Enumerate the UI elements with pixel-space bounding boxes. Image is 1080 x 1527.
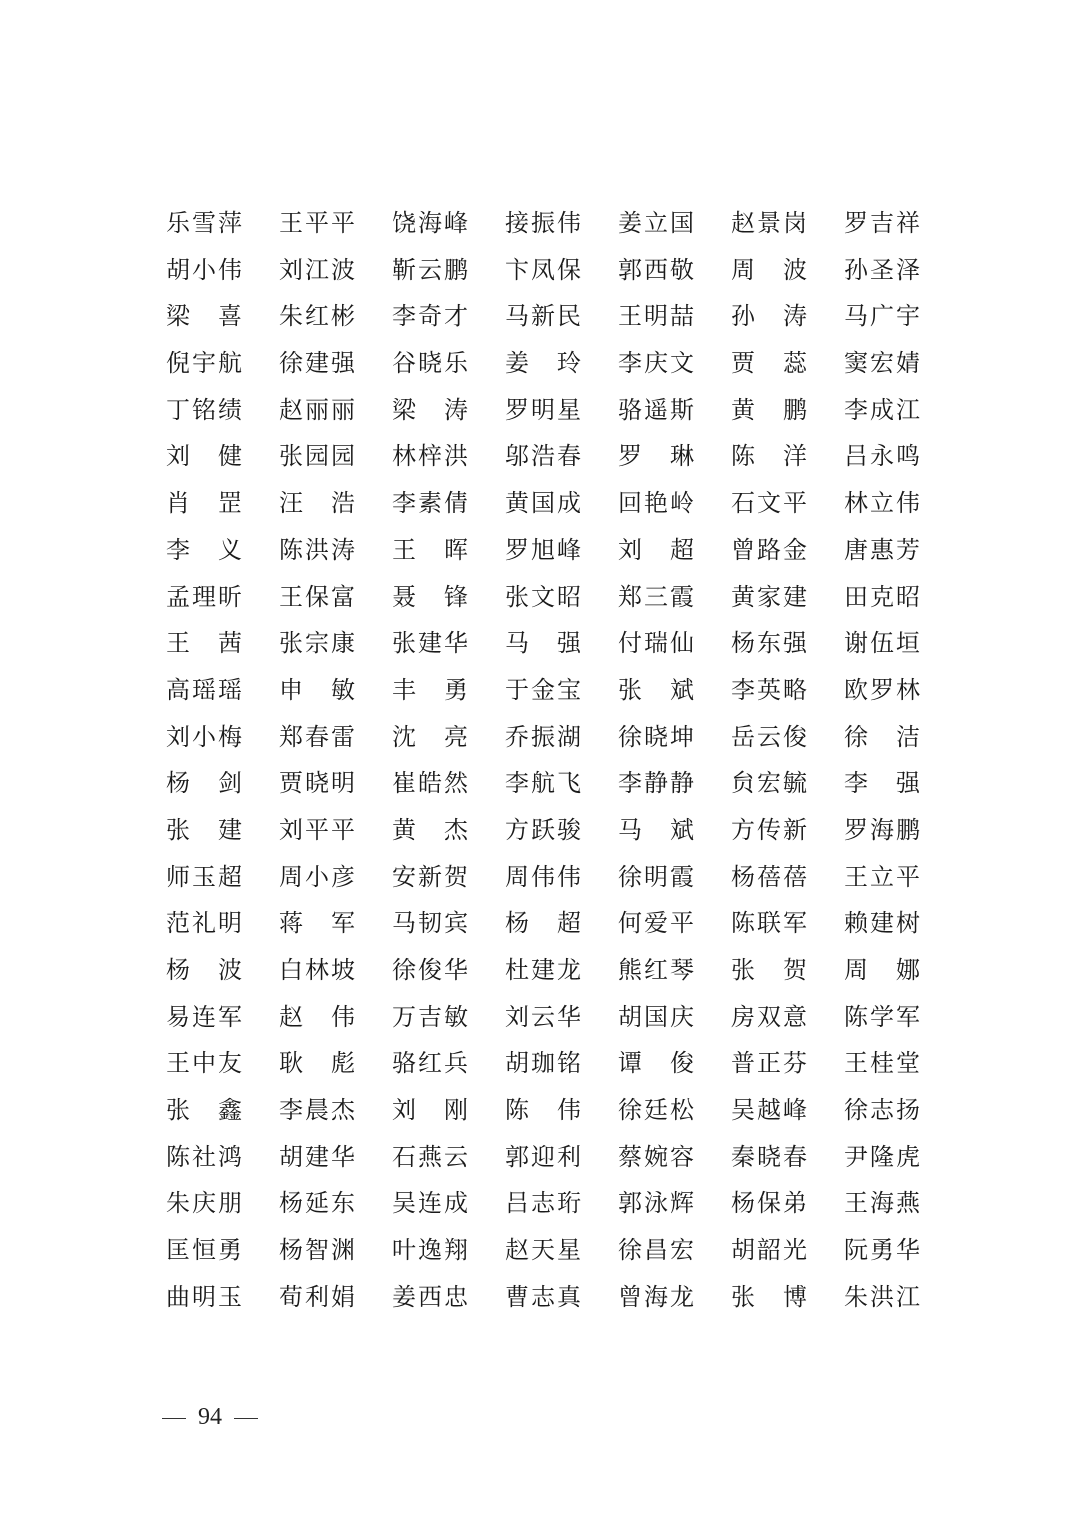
- name-entry: 李 强: [844, 769, 920, 798]
- name-entry: 王 茜: [166, 629, 242, 658]
- name-entry: 罗旭峰: [505, 535, 581, 564]
- name-entry: 罗吉祥: [844, 209, 920, 237]
- name-entry: 刘小梅: [166, 722, 242, 751]
- name-entry: 陈 洋: [731, 442, 807, 471]
- dash-left: [162, 1418, 186, 1419]
- name-row: [165, 433, 935, 480]
- name-entry: 于金宝: [505, 675, 581, 704]
- name-entry: 陈学军: [844, 1002, 920, 1031]
- name-entry: 徐晓坤: [618, 722, 694, 751]
- name-entry: 杨 超: [505, 909, 581, 938]
- name-entry: 郑春雷: [279, 722, 355, 751]
- name-entry: 沈 亮: [392, 722, 468, 751]
- name-entry: 杜建龙: [505, 956, 581, 984]
- name-entry: 安新贺: [392, 862, 468, 891]
- name-entry: 何爱平: [618, 909, 694, 938]
- name-entry: 吕志珩: [505, 1189, 581, 1218]
- name-entry: 姜西忠: [392, 1282, 468, 1311]
- name-entry: 方传新: [731, 815, 807, 844]
- name-entry: 林立伟: [844, 489, 920, 518]
- name-entry: 胡珈铭: [505, 1049, 581, 1078]
- name-row: [165, 1040, 935, 1087]
- name-entry: 刘 刚: [392, 1096, 468, 1125]
- name-entry: 黄国成: [505, 489, 581, 518]
- name-entry: 田克昭: [844, 582, 920, 611]
- name-row: [165, 900, 935, 947]
- name-entry: 李 义: [166, 535, 242, 564]
- name-entry: 周 娜: [844, 956, 920, 984]
- name-entry: 贾晓明: [279, 769, 355, 798]
- name-entry: 胡小伟: [166, 255, 242, 284]
- name-entry: 林梓洪: [392, 442, 468, 471]
- name-entry: 王立平: [844, 862, 920, 891]
- name-row: [165, 620, 935, 667]
- name-entry: 徐明霞: [618, 862, 694, 891]
- name-row: [165, 340, 935, 387]
- name-entry: 蔡婉容: [618, 1142, 694, 1171]
- name-entry: 赵景岗: [731, 209, 807, 237]
- name-entry: 房双意: [731, 1002, 807, 1031]
- name-entry: 徐廷松: [618, 1096, 694, 1125]
- name-entry: 王中友: [166, 1049, 242, 1078]
- name-entry: 方跃骏: [505, 815, 581, 844]
- name-entry: 杨 波: [166, 956, 242, 984]
- name-entry: 阮勇华: [844, 1236, 920, 1265]
- name-row: [165, 1180, 935, 1227]
- name-entry: 李奇才: [392, 302, 468, 331]
- name-entry: 刘 健: [166, 442, 242, 471]
- name-entry: 张园园: [279, 442, 355, 471]
- name-entry: 周小彦: [279, 862, 355, 891]
- name-entry: 马 强: [505, 629, 581, 658]
- name-entry: 张文昭: [505, 582, 581, 611]
- name-entry: 王保富: [279, 582, 355, 611]
- name-row: [165, 854, 935, 901]
- name-entry: 梁 涛: [392, 395, 468, 424]
- name-entry: 曹志真: [505, 1282, 581, 1311]
- name-entry: 张 贺: [731, 956, 807, 984]
- name-entry: 杨延东: [279, 1189, 355, 1218]
- name-entry: 荀利娟: [279, 1282, 355, 1311]
- page-number: 94: [198, 1404, 222, 1430]
- name-entry: 陈社鸿: [166, 1142, 242, 1171]
- name-entry: 姜 玲: [505, 349, 581, 378]
- name-entry: 朱庆朋: [166, 1189, 242, 1218]
- dash-right: [234, 1418, 258, 1419]
- name-entry: 吴连成: [392, 1189, 468, 1218]
- name-entry: 靳云鹏: [392, 255, 468, 284]
- name-entry: 普正芬: [731, 1049, 807, 1078]
- name-entry: 卞凤保: [505, 255, 581, 284]
- name-entry: 谭 俊: [618, 1049, 694, 1078]
- name-entry: 徐 洁: [844, 722, 920, 751]
- name-entry: 陈联军: [731, 909, 807, 938]
- name-entry: 师玉超: [166, 862, 242, 891]
- name-row: [165, 714, 935, 761]
- name-entry: 李素倩: [392, 489, 468, 518]
- name-entry: 张宗康: [279, 629, 355, 658]
- name-entry: 耿 彪: [279, 1049, 355, 1078]
- name-entry: 匡恒勇: [166, 1236, 242, 1265]
- name-entry: 杨蓓蓓: [731, 862, 807, 891]
- name-entry: 万吉敏: [392, 1002, 468, 1031]
- name-entry: 赵天星: [505, 1236, 581, 1265]
- name-entry: 陈 伟: [505, 1096, 581, 1125]
- name-entry: 马 斌: [618, 815, 694, 844]
- name-entry: 赖建树: [844, 909, 920, 938]
- name-row: [165, 387, 935, 434]
- name-entry: 王明喆: [618, 302, 694, 331]
- name-row: [165, 1134, 935, 1181]
- name-entry: 周 波: [731, 255, 807, 284]
- name-entry: 聂 锋: [392, 582, 468, 611]
- name-entry: 骆红兵: [392, 1049, 468, 1078]
- name-entry: 李庆文: [618, 349, 694, 378]
- name-entry: 罗明星: [505, 395, 581, 424]
- name-entry: 刘 超: [618, 535, 694, 564]
- name-entry: 曾路金: [731, 535, 807, 564]
- name-entry: 郭迎利: [505, 1142, 581, 1171]
- name-entry: 黄 鹏: [731, 395, 807, 424]
- name-entry: 杨保弟: [731, 1189, 807, 1218]
- name-entry: 高瑶瑶: [166, 675, 242, 704]
- name-entry: 马新民: [505, 302, 581, 331]
- name-entry: 马韧宾: [392, 909, 468, 938]
- name-entry: 周伟伟: [505, 862, 581, 891]
- name-entry: 赵丽丽: [279, 395, 355, 424]
- name-entry: 孙 涛: [731, 302, 807, 331]
- name-entry: 窦宏婧: [844, 349, 920, 378]
- name-entry: 刘江波: [279, 255, 355, 284]
- name-entry: 肖 罡: [166, 489, 242, 518]
- name-entry: 杨东强: [731, 629, 807, 658]
- name-entry: 罗 琳: [618, 442, 694, 471]
- name-entry: 曾海龙: [618, 1282, 694, 1311]
- name-entry: 张 博: [731, 1282, 807, 1311]
- name-entry: 王桂堂: [844, 1049, 920, 1078]
- name-entry: 胡国庆: [618, 1002, 694, 1031]
- name-entry: 谢伍垣: [844, 629, 920, 658]
- page-footer: [150, 1404, 270, 1431]
- name-row: [165, 480, 935, 527]
- name-entry: 李晨杰: [279, 1096, 355, 1125]
- name-entry: 曲明玉: [166, 1282, 242, 1311]
- name-row: [165, 1227, 935, 1274]
- name-entry: 贠宏毓: [731, 769, 807, 798]
- name-list-grid: [165, 200, 935, 1321]
- name-entry: 倪宇航: [166, 349, 242, 378]
- name-entry: 丁铭绩: [166, 395, 242, 424]
- name-entry: 乔振湖: [505, 722, 581, 751]
- name-entry: 贾 蕊: [731, 349, 807, 378]
- name-entry: 李英略: [731, 675, 807, 704]
- name-entry: 蒋 军: [279, 909, 355, 938]
- name-entry: 回艳岭: [618, 489, 694, 518]
- name-entry: 杨智渊: [279, 1236, 355, 1265]
- name-row: [165, 293, 935, 340]
- name-entry: 欧罗林: [844, 675, 920, 704]
- name-entry: 陈洪涛: [279, 535, 355, 564]
- name-entry: 马广宇: [844, 302, 920, 331]
- name-entry: 赵 伟: [279, 1002, 355, 1031]
- name-row: [165, 807, 935, 854]
- name-entry: 张 鑫: [166, 1096, 242, 1125]
- name-entry: 徐志扬: [844, 1096, 920, 1125]
- name-entry: 易连军: [166, 1002, 242, 1031]
- name-entry: 谷晓乐: [392, 349, 468, 378]
- name-entry: 徐俊华: [392, 956, 468, 984]
- name-row: [165, 667, 935, 714]
- name-entry: 黄家建: [731, 582, 807, 611]
- name-entry: 汪 浩: [279, 489, 355, 518]
- name-entry: 秦晓春: [731, 1142, 807, 1171]
- name-entry: 李成江: [844, 395, 920, 424]
- name-entry: 杨 剑: [166, 769, 242, 798]
- name-row: [165, 947, 935, 994]
- name-row: [165, 200, 935, 247]
- name-entry: 姜立国: [618, 209, 694, 237]
- name-entry: 岳云俊: [731, 722, 807, 751]
- name-entry: 熊红琴: [618, 956, 694, 984]
- name-entry: 邬浩春: [505, 442, 581, 471]
- name-entry: 刘平平: [279, 815, 355, 844]
- name-entry: 郭泳辉: [618, 1189, 694, 1218]
- name-row: [165, 527, 935, 574]
- name-entry: 李静静: [618, 769, 694, 798]
- name-entry: 吕永鸣: [844, 442, 920, 471]
- name-entry: 接振伟: [505, 209, 581, 237]
- name-entry: 付瑞仙: [618, 629, 694, 658]
- name-entry: 王 晖: [392, 535, 468, 564]
- name-entry: 石文平: [731, 489, 807, 518]
- name-entry: 胡建华: [279, 1142, 355, 1171]
- name-row: [165, 760, 935, 807]
- name-entry: 范礼明: [166, 909, 242, 938]
- name-row: [165, 1274, 935, 1321]
- name-entry: 丰 勇: [392, 675, 468, 704]
- name-entry: 朱红彬: [279, 302, 355, 331]
- name-entry: 张 建: [166, 815, 242, 844]
- name-entry: 王海燕: [844, 1189, 920, 1218]
- name-entry: 孙圣泽: [844, 255, 920, 284]
- name-entry: 张 斌: [618, 675, 694, 704]
- name-entry: 唐惠芳: [844, 535, 920, 564]
- name-entry: 郑三霞: [618, 582, 694, 611]
- name-entry: 申 敏: [279, 675, 355, 704]
- name-entry: 孟理昕: [166, 582, 242, 611]
- name-entry: 石燕云: [392, 1142, 468, 1171]
- name-entry: 吴越峰: [731, 1096, 807, 1125]
- name-entry: 罗海鹏: [844, 815, 920, 844]
- name-entry: 徐昌宏: [618, 1236, 694, 1265]
- name-entry: 骆遥斯: [618, 395, 694, 424]
- name-row: [165, 1087, 935, 1134]
- name-entry: 饶海峰: [392, 209, 468, 237]
- name-row: [165, 994, 935, 1041]
- name-entry: 刘云华: [505, 1002, 581, 1031]
- name-entry: 白林坡: [279, 956, 355, 984]
- name-entry: 崔皓然: [392, 769, 468, 798]
- name-entry: 张建华: [392, 629, 468, 658]
- name-entry: 胡韶光: [731, 1236, 807, 1265]
- name-entry: 朱洪江: [844, 1282, 920, 1311]
- name-entry: 王平平: [279, 209, 355, 237]
- name-entry: 徐建强: [279, 349, 355, 378]
- name-entry: 黄 杰: [392, 815, 468, 844]
- name-entry: 郭西敬: [618, 255, 694, 284]
- name-entry: 梁 喜: [166, 302, 242, 331]
- name-row: [165, 247, 935, 294]
- name-entry: 尹隆虎: [844, 1142, 920, 1171]
- name-entry: 乐雪萍: [166, 209, 242, 237]
- name-entry: 叶逸翔: [392, 1236, 468, 1265]
- name-row: [165, 574, 935, 621]
- name-entry: 李航飞: [505, 769, 581, 798]
